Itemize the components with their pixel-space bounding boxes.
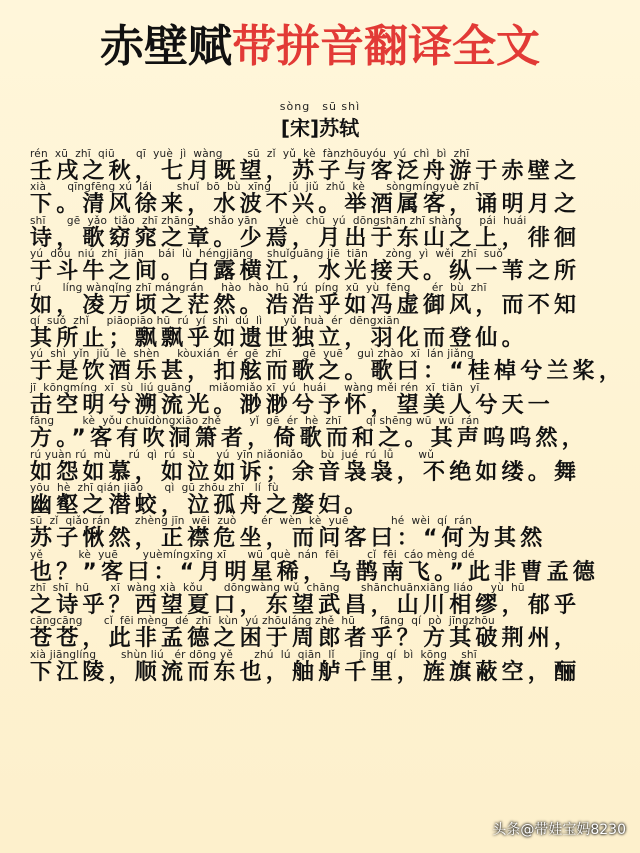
text-row <box>30 515 620 552</box>
author-dynasty: [宋] <box>280 116 320 140</box>
pinyin-line: rén xū zhī qiū qī yuè jì wàng sū zǐ yǔ kè fànzhōuyóu yú chì bì zhī <box>30 148 470 160</box>
text-row <box>30 314 620 351</box>
chinese-line: 也？”客曰：“月明星稀，乌鹊南飞。”此非曹孟德 <box>30 559 599 585</box>
text-row <box>30 615 620 652</box>
chinese-line: 苍苍，此非孟德之困于周郎者乎？方其破荆州， <box>30 626 581 652</box>
text-row <box>30 248 620 285</box>
pinyin-line: cāngcāng cǐ fēi mèng dé zhī kùn yú zhōuláng zhě hū fāng qí pò jīngzhōu <box>30 615 495 628</box>
chinese-line: 下江陵，顺流而东也，舳舻千里，旌旗蔽空，酾 <box>30 659 581 685</box>
pinyin-line: yú dǒu niú zhī jiān bái lù héngjiāng shuǐguāng jiē tiān zòng yì wěi zhī suǒ <box>30 248 503 261</box>
pinyin-line: rú yuàn rú mù rú qì rú sù yú yīn niǎoniǎo bù jué rú lǚ wǔ <box>30 448 435 461</box>
text-row <box>30 415 620 452</box>
pinyin-line: xià qīngfēng xú lái shuǐ bō bù xīng jǔ jiǔ zhǔ kè sòngmíngyuè zhī <box>30 181 479 194</box>
chinese-line: 诗，歌窈窕之章。少焉，月出于东山之上，徘徊 <box>30 225 581 251</box>
chinese-line: 幽壑之潜蛟，泣孤舟之嫠妇。 <box>30 492 371 518</box>
text-body <box>30 148 626 685</box>
chinese-line: 于斗牛之间。白露横江，水光接天。纵一苇之所 <box>30 259 581 285</box>
author-block <box>0 100 640 141</box>
watermark: 头条@带娃宝妈8230 <box>492 822 626 838</box>
chinese-line: 如，凌万顷之茫然。浩浩乎如冯虚御风，而不知 <box>30 292 581 318</box>
text-row <box>30 281 620 318</box>
text-row <box>30 548 620 585</box>
text-row <box>30 381 620 418</box>
text-row <box>30 148 620 184</box>
pinyin-line: yú shì yǐn jiǔ lè shèn kòuxián ér gē zhī gē yuē guì zhào xī lán jiǎng <box>30 348 474 361</box>
text-row <box>30 181 620 218</box>
chinese-line: 下。清风徐来，水波不兴。举酒属客，诵明月之 <box>30 192 581 218</box>
chinese-line: 苏子愀然，正襟危坐，而问客曰：“何为其然 <box>30 526 547 552</box>
pinyin-line: yōu hè zhī qián jiāo qì gū zhōu zhī lí fù <box>30 481 279 494</box>
pinyin-line: yě kè yuē yuèmíngxīng xī wū què nán fēi cǐ fēi cáo mèng dé <box>30 548 475 561</box>
pinyin-line: jī kōngmíng xī sù liú guāng miǎomiǎo xī yú huái wàng měi rén xī tiān yī <box>30 381 480 394</box>
chinese-line: 如怨如慕，如泣如诉；余音袅袅，不绝如缕。舞 <box>30 459 581 485</box>
author-pinyin-name: sū shì <box>322 100 361 113</box>
title-subtitle: 带拼音翻译全文 <box>232 21 540 72</box>
chinese-line: 之诗乎？西望夏口，东望武昌，山川相缪，郁乎 <box>30 593 581 619</box>
author-pinyin-dynasty: sòng <box>279 100 311 113</box>
author-name: 苏轼 <box>319 116 360 140</box>
author-pinyin <box>0 100 640 115</box>
pinyin-line: xià jiānglíng shùn liú ér dōng yě zhú lú qiān lǐ jīng qí bì kōng shī <box>30 648 477 661</box>
page-title <box>0 18 640 76</box>
chinese-line: 于是饮酒乐甚，扣舷而歌之。歌曰：“桂棹兮兰桨， <box>30 359 626 385</box>
author-line <box>0 115 640 141</box>
title-main: 赤壁赋 <box>100 21 232 72</box>
chinese-line: 方。”客有吹洞箫者，倚歌而和之。其声呜呜然， <box>30 426 588 452</box>
pinyin-line: rú líng wànqǐng zhī mángrán hào hào hū rú píng xū yù fēng ér bù zhī <box>30 281 487 294</box>
pinyin-line: qí suǒ zhǐ piāopiāo hū rú yí shì dú lì yǔ huà ér dēngxiān <box>30 314 400 327</box>
text-row <box>30 348 626 385</box>
text-row <box>30 214 620 251</box>
pinyin-line: fāng kè yǒu chuīdòngxiāo zhě yǐ gē ér hè zhī qí shēng wū wū rán <box>30 415 480 428</box>
chinese-line: 壬戌之秋，七月既望，苏子与客泛舟游于赤壁之 <box>30 159 581 184</box>
pinyin-line: zhī shī hū xī wàng xià kǒu dōngwàng wǔ chāng shānchuānxiāng liáo yù hū <box>30 582 525 595</box>
text-row <box>30 448 620 485</box>
text-row <box>30 648 620 685</box>
chinese-line: 击空明兮溯流光。渺渺兮予怀，望美人兮天一 <box>30 392 555 418</box>
pinyin-line: shī gē yǎo tiǎo zhī zhāng shǎo yān yuè chū yú dōngshān zhī shàng pái huái <box>30 214 527 227</box>
chinese-line: 其所止；飘飘乎如遗世独立，羽化而登仙。 <box>30 325 528 351</box>
pinyin-line: sū zǐ qiǎo rán zhèng jīn wēi zuò ér wèn kè yuē hé wèi qí rán <box>30 515 473 528</box>
text-row <box>30 582 620 619</box>
text-row <box>30 481 620 518</box>
